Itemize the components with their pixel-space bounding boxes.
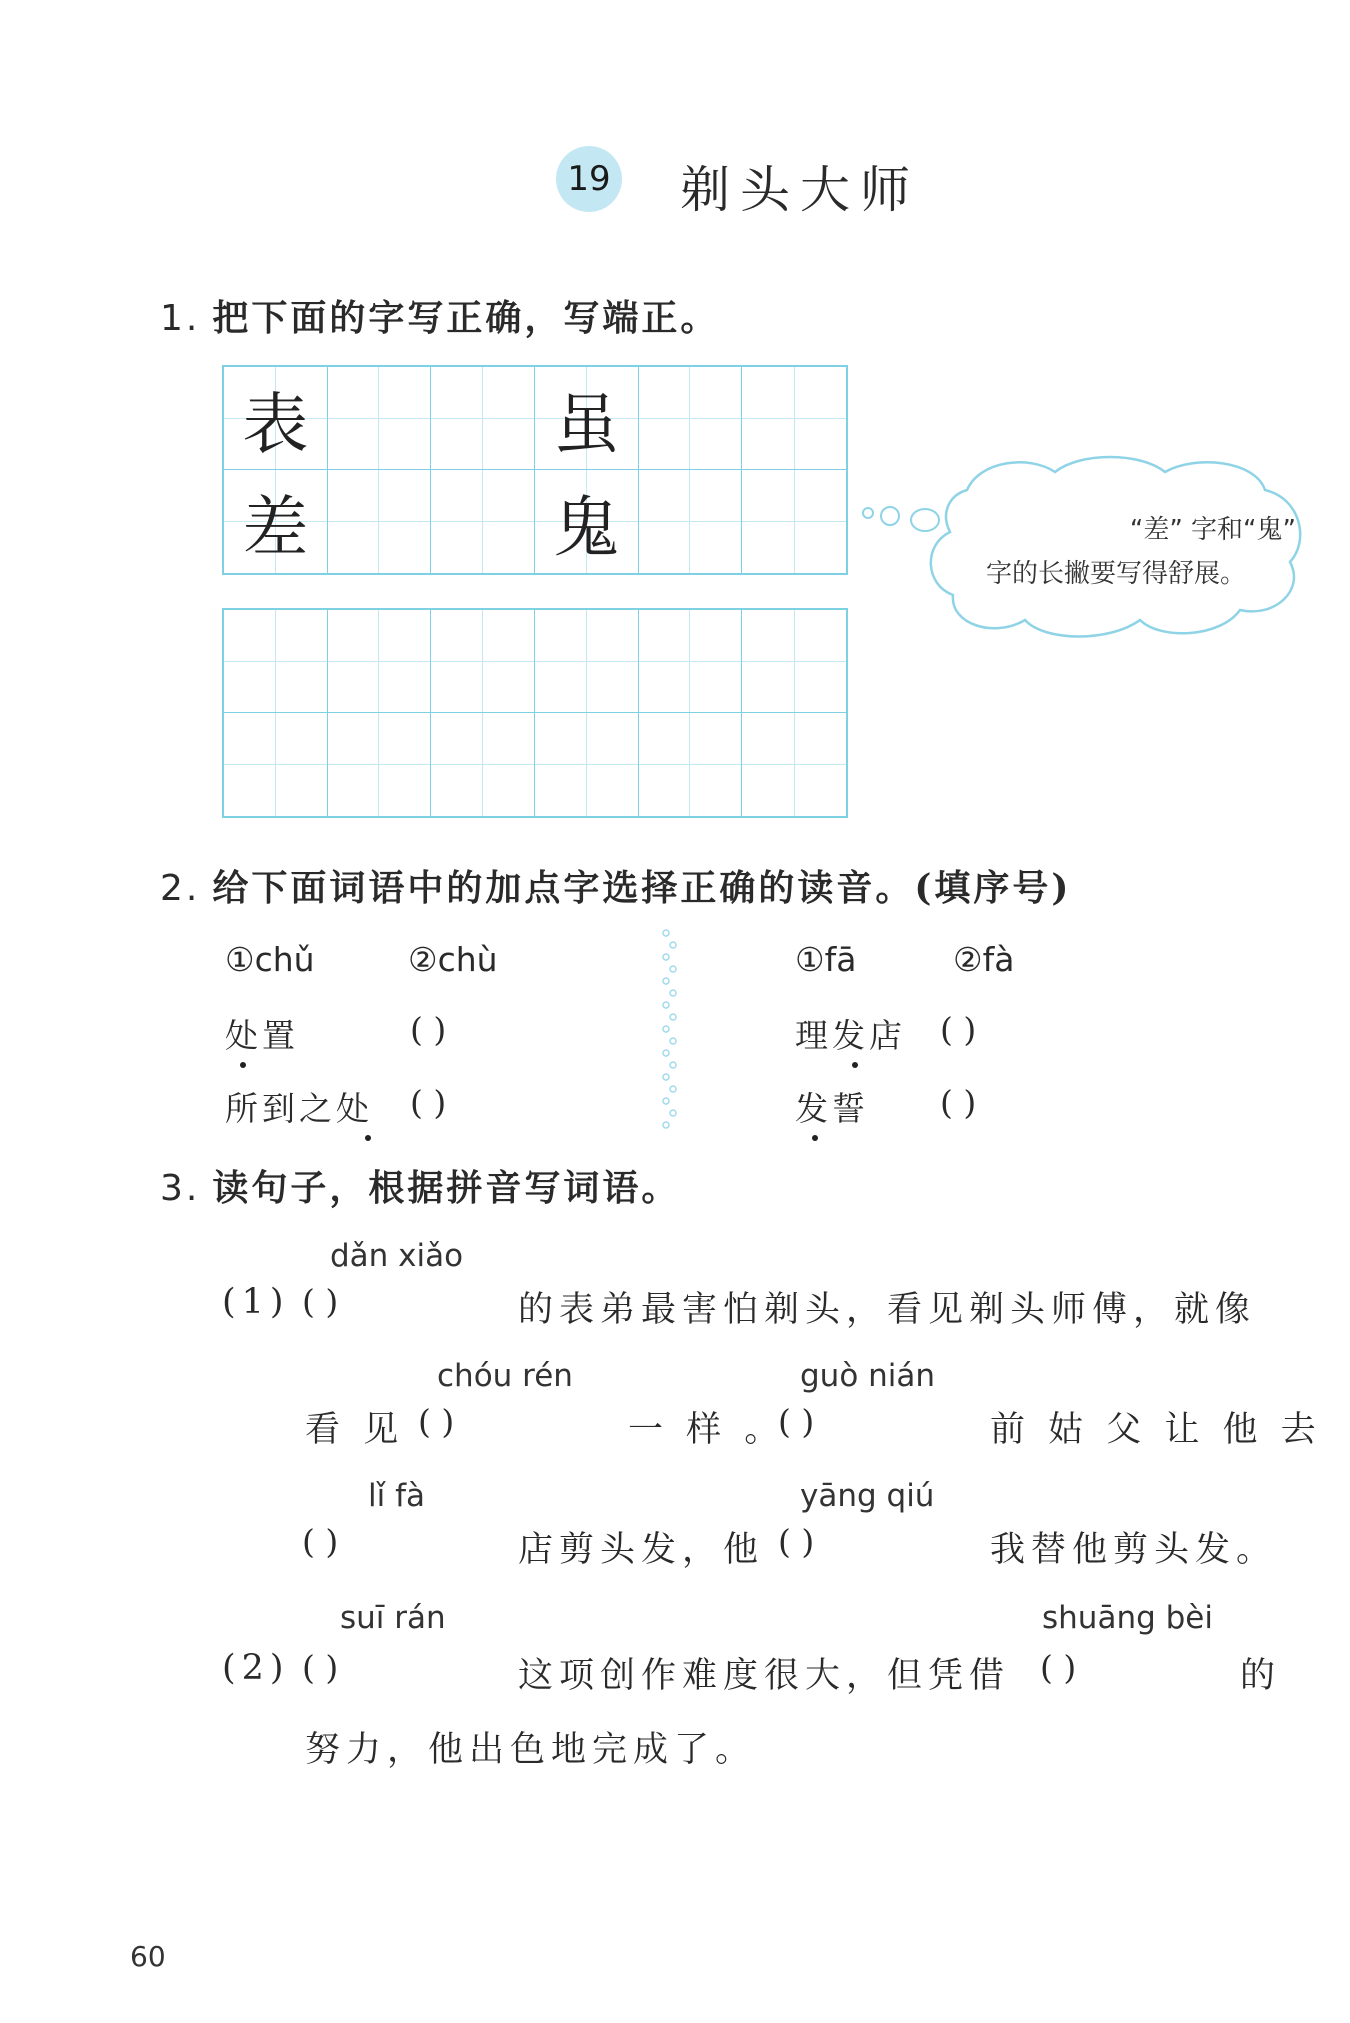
emphasis-dot xyxy=(240,1062,246,1068)
emphasis-dot xyxy=(812,1135,818,1141)
lesson-title: 剃头大师 xyxy=(680,161,920,219)
sentence-1-line-3a: 店剪头发，他 xyxy=(518,1530,765,1570)
emphasis-dot xyxy=(365,1135,371,1141)
grid-cell[interactable] xyxy=(431,367,535,470)
grid-cell[interactable] xyxy=(639,470,743,573)
q3-heading xyxy=(160,1160,680,1211)
sentence-2-label: (2) xyxy=(222,1648,290,1688)
bubble-line-2: 字的长撇要写得舒展。 xyxy=(986,559,1247,589)
sentence-1-line-2b: 一 样 。 xyxy=(628,1410,786,1450)
grid-cell: 虽 xyxy=(535,367,639,470)
page-number: 60 xyxy=(130,1940,166,1973)
answer-blank[interactable]: ( ) xyxy=(778,1402,815,1441)
word-lifadian: 理发店 xyxy=(795,1016,906,1055)
grid-cell[interactable] xyxy=(535,713,639,816)
pinyin-guonian: guò nián xyxy=(800,1358,936,1394)
q2-number: 2. xyxy=(160,868,201,909)
grid-cell[interactable] xyxy=(742,713,846,816)
sentence-2-line-1b: 的 xyxy=(1240,1656,1282,1696)
sentence-1-line-2a: 看 见 xyxy=(305,1410,405,1450)
answer-blank[interactable]: ( ) xyxy=(302,1282,339,1321)
word-fashi: 发誓 xyxy=(795,1089,869,1128)
answer-blank[interactable]: ( ) xyxy=(410,1083,447,1122)
option-chu4: ②chù xyxy=(408,940,498,979)
emphasis-dot xyxy=(852,1062,858,1068)
sentence-1-label: (1) xyxy=(222,1282,290,1322)
grid-cell: 鬼 xyxy=(535,470,639,573)
pinyin-yangqiu: yāng qiú xyxy=(800,1478,935,1514)
q2-prompt: 给下面词语中的加点字选择正确的读音。(填序号) xyxy=(212,867,1072,909)
q2-heading xyxy=(160,860,1071,911)
sentence-1-line-1: 的表弟最害怕剃头，看见剃头师傅，就像 xyxy=(518,1290,1257,1330)
grid-cell[interactable] xyxy=(328,470,432,573)
grid-cell: 差 xyxy=(224,470,328,573)
lesson-number-badge: 19 xyxy=(556,146,622,212)
pinyin-suiran: suī rán xyxy=(340,1600,446,1636)
sentence-1-line-2c: 前 姑 父 让 他 去 xyxy=(990,1410,1322,1450)
sentence-2-line-1a: 这项创作难度很大，但凭借 xyxy=(518,1656,1011,1696)
sentence-1-line-3b: 我替他剪头发。 xyxy=(990,1530,1278,1570)
answer-blank[interactable]: ( ) xyxy=(410,1010,447,1049)
grid-cell[interactable] xyxy=(639,713,743,816)
word-suodaozhichu: 所到之处 xyxy=(225,1089,373,1128)
answer-blank[interactable]: ( ) xyxy=(302,1522,339,1561)
option-fa1: ①fā xyxy=(795,940,857,979)
bubble-tip xyxy=(986,508,1306,596)
writing-grid-sample xyxy=(222,365,848,575)
q1-number: 1. xyxy=(160,298,201,339)
grid-cell[interactable] xyxy=(224,713,328,816)
pinyin-chouren: chóu rén xyxy=(437,1358,573,1394)
q3-prompt: 读句子，根据拼音写词语。 xyxy=(212,1167,681,1209)
answer-blank[interactable]: ( ) xyxy=(302,1648,339,1687)
option-chu3: ①chǔ xyxy=(225,940,315,979)
word-chuzhi: 处置 xyxy=(225,1016,299,1055)
grid-cell[interactable] xyxy=(431,713,535,816)
grid-cell[interactable] xyxy=(639,610,743,713)
grid-cell[interactable] xyxy=(742,367,846,470)
grid-cell[interactable] xyxy=(742,610,846,713)
grid-cell[interactable] xyxy=(431,610,535,713)
q1-heading xyxy=(160,290,719,341)
bubble-line-1: “差” 字和“鬼” xyxy=(1129,515,1296,545)
grid-cell[interactable] xyxy=(639,367,743,470)
sentence-2-line-2: 努力，他出色地完成了。 xyxy=(305,1730,757,1770)
answer-blank[interactable]: ( ) xyxy=(940,1083,977,1122)
pinyin-danxiao: dǎn xiǎo xyxy=(330,1238,464,1274)
q1-prompt: 把下面的字写正确，写端正。 xyxy=(212,297,720,339)
grid-cell[interactable] xyxy=(328,367,432,470)
grid-cell[interactable] xyxy=(328,610,432,713)
grid-cell[interactable] xyxy=(328,713,432,816)
pinyin-shuangbei: shuāng bèi xyxy=(1042,1600,1213,1636)
grid-cell[interactable] xyxy=(535,610,639,713)
answer-blank[interactable]: ( ) xyxy=(778,1522,815,1561)
answer-blank[interactable]: ( ) xyxy=(418,1402,455,1441)
grid-cell[interactable] xyxy=(431,470,535,573)
answer-blank[interactable]: ( ) xyxy=(940,1010,977,1049)
q3-number: 3. xyxy=(160,1168,201,1209)
grid-cell[interactable] xyxy=(224,610,328,713)
dotted-divider xyxy=(660,925,680,1135)
pinyin-lifa: lǐ fà xyxy=(368,1478,425,1514)
answer-blank[interactable]: ( ) xyxy=(1040,1648,1077,1687)
option-fa4: ②fà xyxy=(953,940,1015,979)
writing-grid-practice xyxy=(222,608,848,818)
grid-cell: 表 xyxy=(224,367,328,470)
grid-cell[interactable] xyxy=(742,470,846,573)
